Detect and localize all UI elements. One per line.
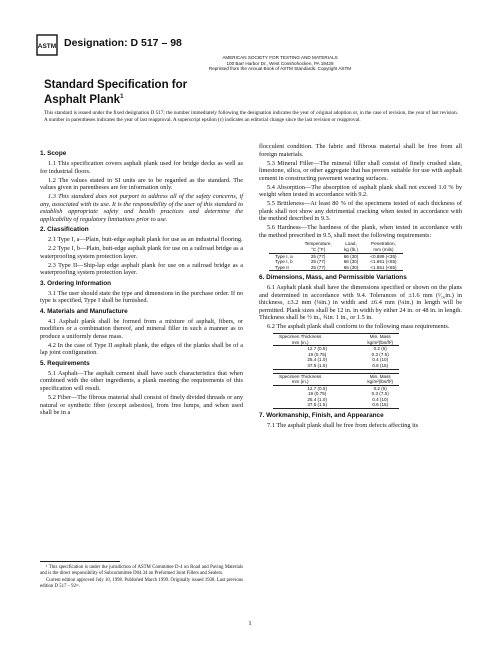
paragraph: 5.1 Asphalt—The asphalt cement shall have such characteristics that when combined with the other ingredients, a plank meeting the requirements of this specification will result. bbox=[40, 369, 243, 392]
paragraph: 2.3 Type II—Ship-lap edge asphalt plank for use on a railroad bridge as a waterproofing system protection layer. bbox=[40, 261, 243, 277]
left-column bbox=[40, 147, 243, 418]
designation: Designation: D 517 – 98 bbox=[64, 37, 182, 49]
paragraph: 2.1 Type I, a—Plain, butt-edge asphalt plank for use as an industrial flooring. bbox=[48, 236, 243, 244]
section-heading: 3. Ordering Information bbox=[40, 279, 112, 287]
paragraph: 5.2 Fiber—The fibrous material shall consist of finely divided threads or any natural or synthetic fiber (except asbestos), from free lumps, and when used shall be in a bbox=[40, 394, 243, 417]
table-row: 37.5 (1.5) 0.6 (15) bbox=[273, 402, 399, 408]
table-row: Type I, b 25 (77) 66 (30) <1.651 (<65) bbox=[275, 259, 397, 265]
paragraph: 5.4 Absorption—The absorption of asphalt plank shall not exceed 1.0 % by weight when tested in accordance with 9.2. bbox=[259, 183, 462, 199]
paragraph: 4.1 Asphalt plank shall be formed from a mixture of asphalt, fibers, or modifiers or a combination thereof, and mineral filler in such a manner as to produce a uniformly dense mass. bbox=[40, 317, 243, 340]
table-row: 25.4 (1.0) 0.4 (10) bbox=[307, 357, 389, 363]
paragraph: 6.1 Asphalt plank shall have the dimensions specified or shown on the plans and determined in accordance with 9.4. Tolerances of ±1.6 mm (¹⁄₁₆in.) in thickness, ±3.2 mm (⅛in.) in width and ±6.4 mm (¼in.) in length will be permitted. Plank sizes shall be 12 in. in width by either 24 in. or 48 in. in length. Thickness shall be ½ in., ¾in. 1 in., or 1.5 in. bbox=[259, 284, 462, 322]
section-heading: 6. Dimensions, Mass, and Permissible Variations bbox=[259, 274, 407, 282]
paragraph: 7.1 The asphalt plank shall be free from defects affecting its bbox=[267, 422, 419, 430]
document-title bbox=[44, 79, 187, 106]
table-header: Temperature, °C (°F) bbox=[299, 241, 338, 253]
table-header: Load, kg (lb.) bbox=[338, 241, 365, 253]
astm-logo-icon bbox=[36, 34, 58, 56]
paragraph: 1.1 This specification covers asphalt plank used for bridge decks as well as for industrial floors. bbox=[40, 160, 243, 175]
table-row: 12.7 (0.5) 0.2 (5) bbox=[307, 346, 387, 352]
table-header: Min. Mass kg/m²(lbs/ft²) bbox=[361, 373, 399, 385]
table-row: 37.5 (1.5) 0.6 (15) bbox=[273, 363, 399, 369]
footnote-divider bbox=[40, 561, 120, 562]
footnote-paragraph: ¹ This specification is under the jurisdiction of ASTM Committee D-4 on Road and Paving Materials and is the direct responsibility of Subcommittee D04.34 on Preformed Joint Fillers and Sealers. bbox=[40, 565, 243, 576]
publisher-info bbox=[150, 55, 410, 72]
publisher-line: AMERICAN SOCIETY FOR TESTING AND MATERIALS bbox=[222, 55, 338, 60]
table-row: Type II 25 (77) 66 (30) <1.651 (<65) bbox=[269, 265, 403, 271]
table-row: 19 (0.75) 0.3 (7.5) bbox=[307, 351, 389, 357]
hardness-table bbox=[269, 241, 403, 271]
paragraph: 2.2 Type I, b—Plain, butt-edge asphalt plank for use on a railroad bridge as a waterproofing system protection layer. bbox=[40, 245, 243, 260]
paragraph: 6.2 The asphalt plank shall conform to the following mass requirements. bbox=[267, 323, 450, 331]
mass-table-2 bbox=[273, 373, 399, 410]
paragraph: 5.6 Hardness—The hardness of the plank, when tested in accordance with the method prescribed in 9.5, shall meet the following requirements: bbox=[259, 224, 462, 239]
right-column bbox=[259, 143, 462, 431]
table-header: Min. Mass kg/m²(lbs/ft²) bbox=[361, 333, 399, 345]
paragraph: 1.2 The values stated in SI units are to be regarded as the standard. The values given in parentheses are for information only. bbox=[40, 176, 243, 192]
table-header: Specimen Thickness mm (in.) bbox=[273, 333, 361, 345]
section-heading: 1. Scope bbox=[40, 150, 67, 157]
section-heading: 2. Classification bbox=[40, 226, 89, 234]
footnote-paragraph: Current edition approved July 10, 1998. Published March 1999. Originally issued 1938. Last previous edition D 517 – 92ᵉ¹. bbox=[40, 578, 243, 589]
paragraph: flocculent condition. The fabric and fibrous material shall be free from all foreign materials. bbox=[259, 143, 462, 158]
footnote-mark: 1 bbox=[120, 94, 124, 100]
section-heading: 5. Requirements bbox=[40, 359, 90, 367]
paragraph: 5.3 Mineral Filler—The mineral filler shall consist of finely crushed slate, limestone, silica, or other aggregate that has proven suitable for use with asphalt cement in constructing pavement wearing surfaces. bbox=[259, 159, 462, 182]
page-number: 1 bbox=[248, 620, 252, 627]
table-row: Type I, a 25 (77) 66 (30) <0.889 (<35) bbox=[275, 253, 397, 259]
publisher-line: Reprinted from the Annual Book of ASTM Standards. Copyright ASTM bbox=[208, 66, 352, 72]
table-row: 12.7 (0.5) 0.2 (5) bbox=[307, 385, 387, 391]
section-heading: 4. Materials and Manufacture bbox=[40, 307, 128, 315]
standard-notice: This standard is issued under the fixed designation D 517; the number immediately following the designation indicates the year of original adoption or, in the case of revision, the year of last revision. A number in parentheses indicates the year of last reapproval. A superscript epsilon (ε) indicates an editorial change since the last revision or reapproval. bbox=[44, 110, 458, 123]
svg-text:ASTM: ASTM bbox=[37, 43, 57, 50]
paragraph: 5.5 Brittleness—At least 80 % of the specimens tested of each thickness of plank shall not show any detrimental cracking when tested in accordance with the method described in 9.3. bbox=[259, 200, 462, 223]
title-line-2: Asphalt Plank$^1$ bbox=[44, 93, 124, 106]
footnote bbox=[40, 565, 243, 591]
mass-table-1 bbox=[273, 333, 399, 370]
table-row: 25.4 (1.0) 0.4 (10) bbox=[307, 396, 389, 402]
table-row: 19 (0.75) 0.3 (7.5) bbox=[307, 391, 389, 397]
section-heading: 7. Workmanship, Finish, and Appearance bbox=[259, 412, 384, 420]
paragraph: 4.2 In the case of Type II asphalt plank, the edges of the planks shall be of a lap joint configuration. bbox=[40, 341, 243, 357]
table-header bbox=[269, 241, 299, 253]
table-header: Penetration, mm (mils) bbox=[364, 241, 402, 253]
paragraph: 1.3 This standard does not purport to address all of the safety concerns, if any, associated with its use. It is the responsibility of the user of this standard to establish appropriate safety and health practices and determine the applicability of regulatory limitations prior to use. bbox=[40, 193, 243, 223]
publisher-line: 100 Barr Harbor Dr., West Conshohocken, PA 19428 bbox=[226, 60, 334, 66]
table-header: Specimen Thickness mm (in.) bbox=[273, 373, 361, 385]
paragraph: 3.1 The user should state the type and dimensions in the purchase order. If no type is specified, Type I shall be furnished. bbox=[40, 289, 243, 305]
title-line-1: Standard Specification for bbox=[44, 79, 188, 91]
